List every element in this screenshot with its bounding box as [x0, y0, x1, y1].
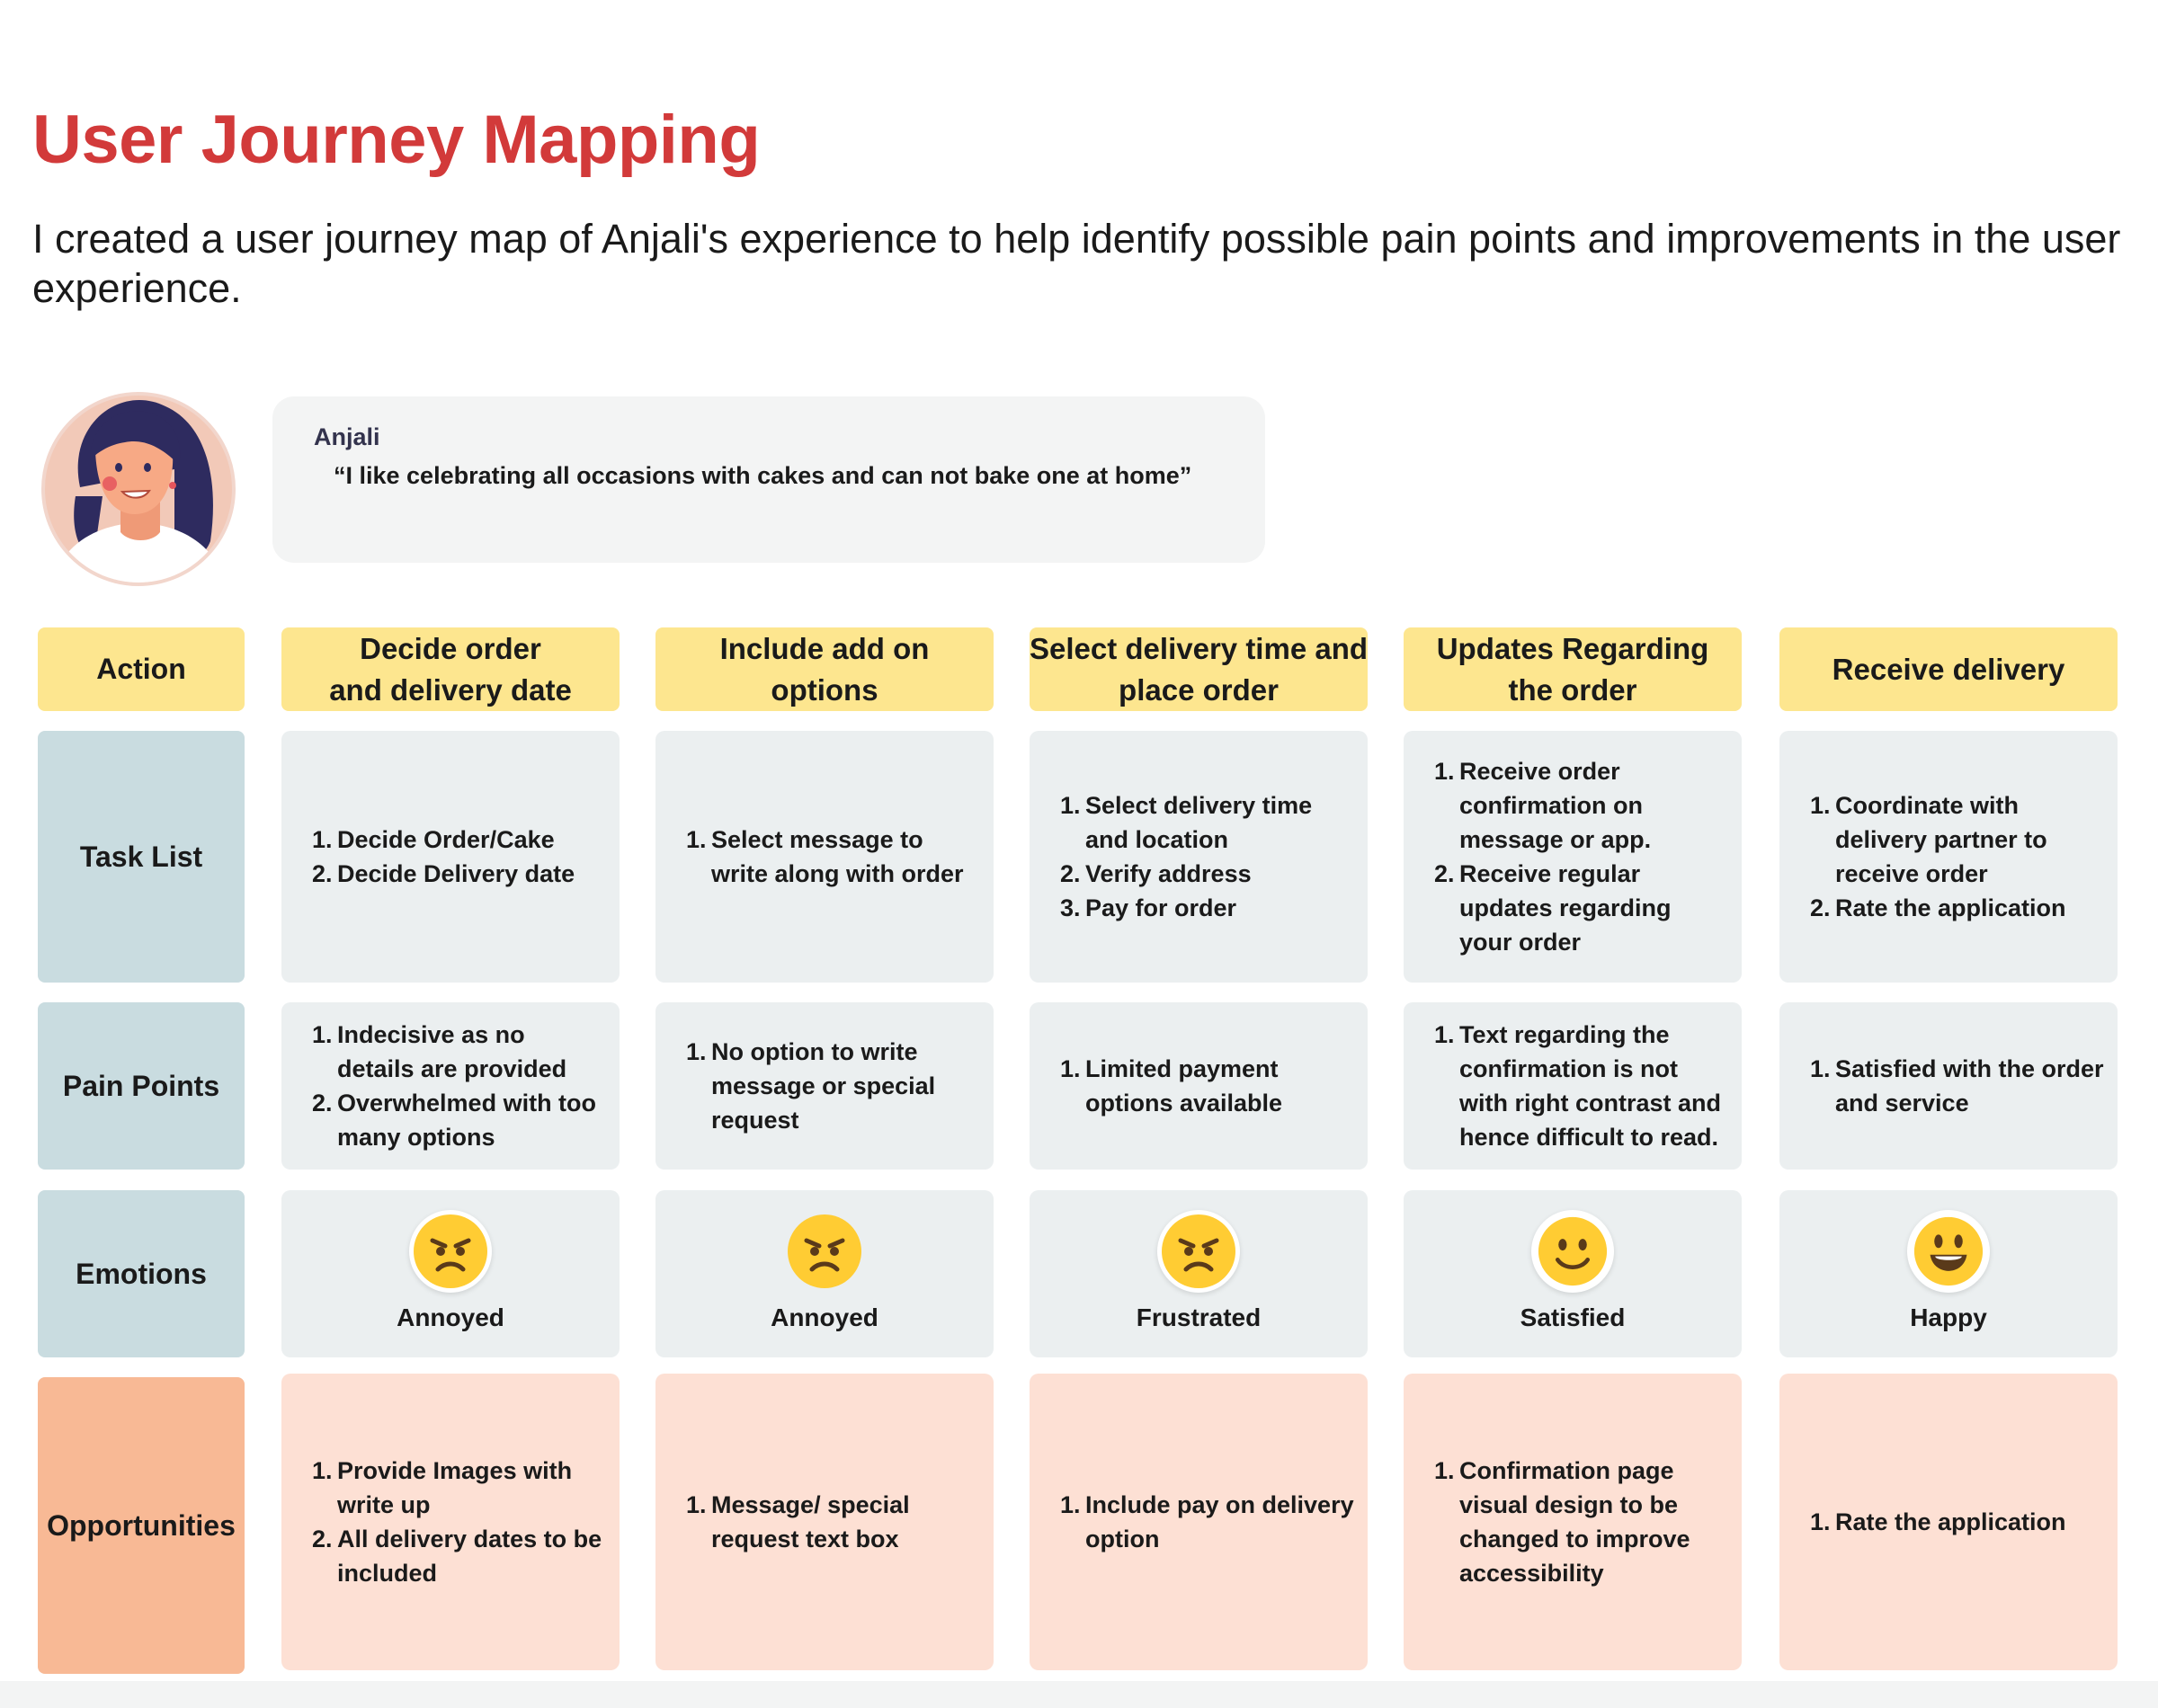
- row-label-pain-points: [38, 1002, 245, 1170]
- stage-3-action-line-2: place order: [1119, 672, 1279, 707]
- angry-face-icon: [783, 1210, 866, 1293]
- page-subtitle: I created a user journey map of Anjali's experience to help identify possible pain points and improvements in the user experience.: [32, 216, 2121, 311]
- stage-5-action: [1779, 627, 2118, 711]
- list-item: 1. Limited payment options available: [1060, 1055, 1283, 1116]
- page-title: User Journey Mapping: [32, 102, 761, 178]
- persona-quote: “I like celebrating all occasions with cakes and can not bake one at home”: [334, 462, 1192, 489]
- list-item: 1. Confirmation page visual design to be changed to improve accessibility: [1434, 1457, 1690, 1587]
- list-item: 1. Decide Order/Cake: [312, 826, 555, 853]
- persona-quote-card: [272, 396, 1265, 563]
- emotion-label: Satisfied: [1520, 1303, 1626, 1331]
- row-label-emotions: [38, 1190, 245, 1357]
- stage-2-emotion: [655, 1190, 994, 1357]
- list-item: 1. Coordinate with delivery partner to receive order: [1810, 792, 2047, 887]
- stage-3-opportunities: [1030, 1374, 1368, 1670]
- list-item: 2. Overwhelmed with too many options: [312, 1090, 597, 1151]
- list-item: 2. Decide Delivery date: [312, 860, 575, 887]
- stage-2-pains: [655, 1002, 994, 1170]
- emotion-label: Annoyed: [771, 1303, 878, 1331]
- row-label-opportunities-text: Opportunities: [47, 1508, 236, 1542]
- stage-1-tasks: [281, 731, 620, 983]
- persona-avatar: [40, 388, 237, 588]
- stage-2-opportunities: [655, 1374, 994, 1670]
- list-item: 2. Rate the application: [1810, 894, 2066, 921]
- stage-4-tasks: [1404, 731, 1742, 983]
- stage-2-action-line-1: Include add on: [719, 631, 930, 665]
- stage-1-emotion: [281, 1190, 620, 1357]
- emotion-label: Annoyed: [397, 1303, 504, 1331]
- list-item: 1. Select delivery time and location: [1060, 792, 1313, 853]
- stage-4-action: [1404, 627, 1742, 711]
- list-item: 1. Include pay on delivery option: [1060, 1491, 1354, 1552]
- list-item: 1. Receive order confirmation on message or app.: [1434, 758, 1652, 853]
- stage-3-pains: [1030, 1002, 1368, 1170]
- row-label-pain-points-text: Pain Points: [62, 1069, 220, 1102]
- stage-1-opportunities: [281, 1374, 620, 1670]
- list-item: 1. Provide Images with write up: [312, 1457, 573, 1518]
- stage-1-action: [281, 627, 620, 711]
- list-item: 2. Receive regular updates regarding your order: [1434, 860, 1672, 956]
- row-label-action: [38, 627, 245, 711]
- stage-5-tasks: [1779, 731, 2118, 983]
- list-item: 1. Select message to write along with order: [686, 826, 964, 887]
- list-item: 3. Pay for order: [1060, 894, 1237, 921]
- footer-strip: [0, 1681, 2158, 1708]
- stage-4-opportunities: [1404, 1374, 1742, 1670]
- row-label-task-list: [38, 731, 245, 983]
- list-item: 2. All delivery dates to be included: [312, 1526, 602, 1587]
- row-label-emotions-text: Emotions: [76, 1257, 207, 1290]
- stage-4-action-line-2: the order: [1508, 672, 1637, 707]
- list-item: 1. Message/ special request text box: [686, 1491, 910, 1552]
- stage-2-action-line-2: options: [771, 672, 878, 707]
- stage-5-action-line-1: Receive delivery: [1832, 652, 2065, 686]
- list-item: 1. No option to write message or special request: [686, 1038, 936, 1134]
- stage-1-action-line-2: and delivery date: [329, 672, 572, 707]
- angry-face-icon: [409, 1210, 492, 1293]
- emotion-label: Happy: [1910, 1303, 1987, 1331]
- stage-3-action-line-1: Select delivery time and: [1030, 631, 1369, 665]
- list-item: 1. Rate the application: [1810, 1508, 2066, 1535]
- stage-1-action-line-1: Decide order: [360, 631, 541, 665]
- stage-2-action: [655, 627, 994, 711]
- stage-5-pains: [1779, 1002, 2118, 1170]
- row-label-action-text: Action: [96, 653, 186, 685]
- angry-face-icon: [1157, 1210, 1240, 1293]
- stage-5-emotion: [1779, 1190, 2118, 1357]
- emotion-label: Frustrated: [1136, 1303, 1262, 1331]
- list-item: 1. Indecisive as no details are provided: [312, 1021, 567, 1082]
- grinning-face-icon: [1907, 1210, 1990, 1293]
- row-label-task-list-text: Task List: [79, 840, 203, 873]
- list-item: 1. Text regarding the confirmation is not with right contrast and hence difficult to read.: [1434, 1021, 1722, 1151]
- stage-4-action-line-1: Updates Regarding: [1436, 631, 1709, 665]
- list-item: 2. Verify address: [1060, 860, 1252, 887]
- stage-3-action: [1030, 627, 1368, 711]
- row-label-opportunities: [38, 1377, 245, 1674]
- list-item: 1. Satisfied with the order and service: [1810, 1055, 2104, 1116]
- stage-1-pains: [281, 1002, 620, 1170]
- stage-3-emotion: [1030, 1190, 1368, 1357]
- stage-4-pains: [1404, 1002, 1742, 1170]
- stage-4-emotion: [1404, 1190, 1742, 1357]
- stage-3-tasks: [1030, 731, 1368, 983]
- stage-5-opportunities: [1779, 1374, 2118, 1670]
- slightly-smiling-face-icon: [1531, 1210, 1614, 1293]
- stage-2-tasks: [655, 731, 994, 983]
- persona-name: Anjali: [314, 423, 380, 450]
